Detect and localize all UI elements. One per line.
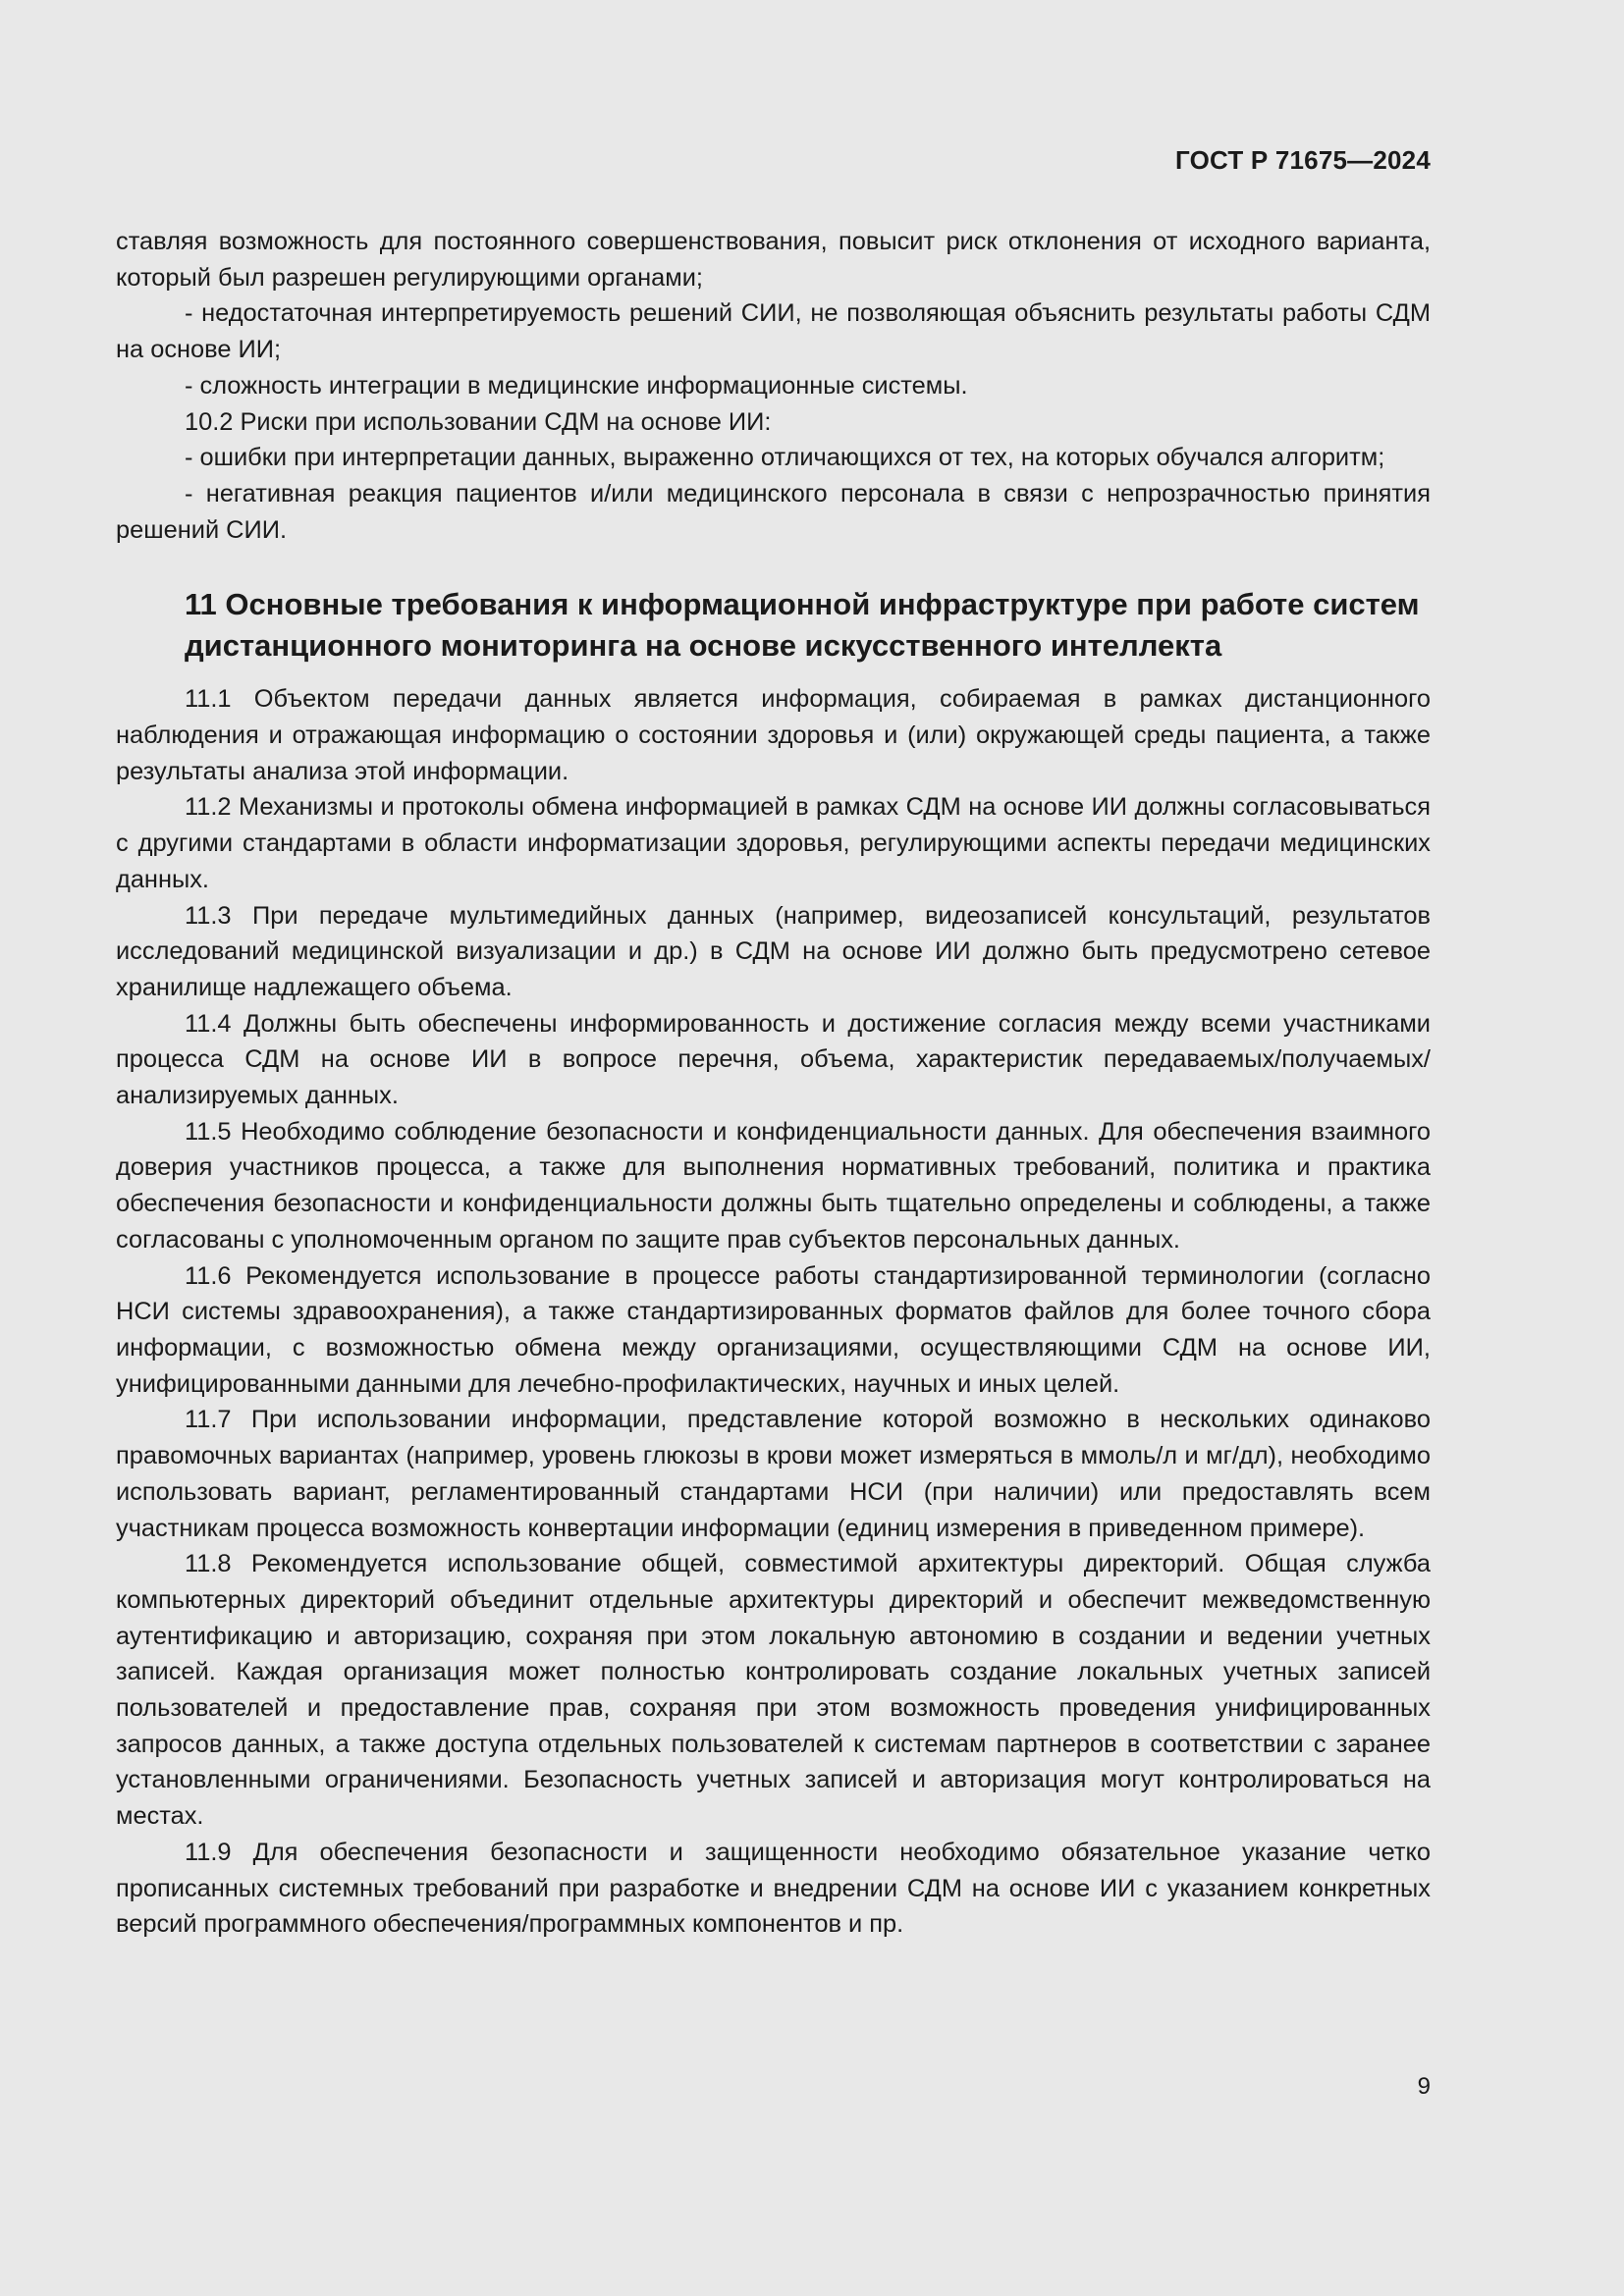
section-11-title: 11 Основные требования к информационной инфраструктуре при работе систем дистанционного мониторинга на основе искусственного интеллекта [185, 587, 1420, 664]
clause-11-3: 11.3 При передаче мультимедийных данных (например, видеозаписей консультаций, результатов исследований медицинской визуализации и др.) в СДМ на основе ИИ должно быть предусмотрено сетевое хранилище надлежащего объема. [116, 901, 1431, 1001]
clause-11-4: 11.4 Должны быть обеспечены информированность и достижение согласия между всеми участниками процесса СДМ на основе ИИ в вопросе перечня, объема, характеристик передаваемых/получаемых/анализируемых данных. [116, 1009, 1431, 1110]
clause-11-6: 11.6 Рекомендуется использование в процессе работы стандартизированной терминологии (согласно НСИ системы здравоохранения), а также стандартизированных форматов файлов для более точного сбора информации, с возможностью обмена между организациями, осуществляющими СДМ на основе ИИ, унифицированными данными для лечебно-профилактических, научных и иных целей. [116, 1261, 1431, 1398]
clause-11-7: 11.7 При использовании информации, представление которой возможно в нескольких одинаково правомочных вариантах (например, уровень глюкозы в крови может измеряться в ммоль/л и мг/дл), необходимо использовать вариант, регламентированный стандартами НСИ (при наличии) или предоставлять всем участникам процесса возможность конвертации информации (единиц измерения в приведенном примере). [116, 1406, 1431, 1542]
clause-11-9: 11.9 Для обеспечения безопасности и защищенности необходимо обязательное указание четко прописанных системных требований при разработке и внедрении СДМ на основе ИИ с указанием конкретных версий программного обеспечения/программных компонентов и пр. [116, 1838, 1431, 1939]
paragraph-continuation: ставляя возможность для постоянного совершенствования, повысит риск отклонения от исходного варианта, который был разрешен регулирующими органами; [116, 228, 1431, 292]
clause-11-8: 11.8 Рекомендуется использование общей, совместимой архитектуры директорий. Общая служба компьютерных директорий объединит отдельные архитектуры директорий и обеспечит межведомственную аутентификацию и авторизацию, сохраняя при этом локальную автономию в создании и ведении учетных записей. Каждая организация может полностью контролировать создание локальных учетных записей пользователей и предоставление прав, сохраняя при этом возможность проведения унифицированных запросов данных, а также доступа отдельных пользователей к системам партнеров в соответствии с заранее установленными ограничениями. Безопасность учетных записей и авторизация могут контролироваться на местах. [116, 1550, 1431, 1831]
list-item: - сложность интеграции в медицинские информационные системы. [185, 371, 968, 400]
list-item: - недостаточная интерпретируемость решений СИИ, не позволяющая объяснить результаты работы СДМ на основе ИИ; [116, 299, 1431, 364]
clause-10-2: 10.2 Риски при использовании СДМ на основе ИИ: [185, 407, 772, 436]
page-number: 9 [1417, 2073, 1431, 2100]
document-body [116, 224, 1431, 1943]
list-item: - ошибки при интерпретации данных, выраженно отличающихся от тех, на которых обучался алгоритм; [185, 444, 1385, 472]
list-item: - негативная реакция пациентов и/или медицинского персонала в связи с непрозрачностью принятия решений СИИ. [116, 479, 1431, 544]
clause-11-2: 11.2 Механизмы и протоколы обмена информацией в рамках СДМ на основе ИИ должны согласовываться с другими стандартами в области информатизации здоровья, регулирующими аспекты передачи медицинских данных. [116, 793, 1431, 893]
clause-11-5: 11.5 Необходимо соблюдение безопасности и конфиденциальности данных. Для обеспечения взаимного доверия участников процесса, а также для выполнения нормативных требований, политика и практика обеспечения безопасности и конфиденциальности должны быть тщательно определены и соблюдены, а также согласованы с уполномоченным органом по защите прав субъектов персональных данных. [116, 1117, 1431, 1254]
clause-11-1: 11.1 Объектом передачи данных является информация, собираемая в рамках дистанционного наблюдения и отражающая информацию о состоянии здоровья и (или) окружающей среды пациента, а также результаты анализа этой информации. [116, 685, 1431, 785]
document-header: ГОСТ Р 71675—2024 [1175, 145, 1431, 175]
